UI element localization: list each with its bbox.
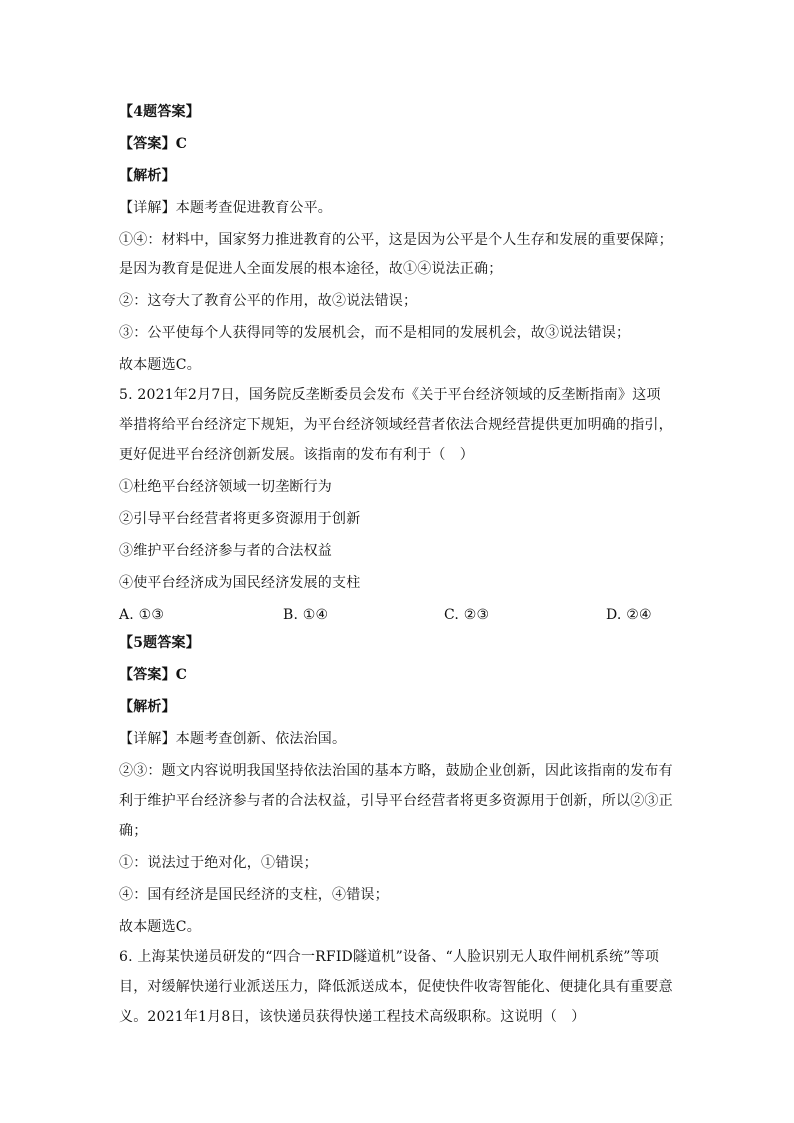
q5-statement: ①杜绝平台经济领域一切垄断行为 (119, 479, 332, 495)
q5-answer-header: 【5题答案】 (119, 635, 200, 651)
q5-option-b: B. ①④ (283, 607, 329, 623)
q5-statement: ③维护平台经济参与者的合法权益 (119, 543, 332, 559)
q5-explanation-line: ②③：题文内容说明我国坚持依法治国的基本方略，鼓励企业创新，因此该指南的发布有 (119, 763, 673, 779)
q6-stem-line: 义。2021年1月8日，该快递员获得快递工程技术高级职称。这说明（ ） (119, 1009, 586, 1025)
q5-option-d: D. ②④ (606, 607, 652, 623)
q5-statement: ②引导平台经营者将更多资源用于创新 (119, 511, 361, 527)
q5-statement: ④使平台经济成为国民经济发展的支柱 (119, 575, 361, 591)
q6-stem-line: 6. 上海某快递员研发的“四合一RFID隧道机”设备、“人脸识别无人取件闸机系统”等项 (119, 949, 660, 965)
q5-stem-line: 举措将给平台经济定下规矩，为平台经济领域经营者依法合规经营提供更加明确的指引， (119, 417, 673, 433)
q5-option-c: C. ②③ (444, 607, 490, 623)
q5-detail: 【详解】本题考查创新、依法治国。 (119, 731, 347, 747)
q5-explanation-line: ①：说法过于绝对化，①错误； (119, 855, 318, 871)
q4-analysis-label: 【解析】 (119, 168, 176, 184)
q6-stem-line: 目，对缓解快递行业派送压力，降低派送成本，促使快件收寄智能化、便捷化具有重要意 (119, 979, 673, 995)
q4-explanation-line: ③：公平使每个人获得同等的发展机会，而不是相同的发展机会，故③说法错误； (119, 325, 631, 341)
q5-explanation-line: ④：国有经济是国民经济的支柱，④错误； (119, 887, 389, 903)
q4-answer-header: 【4题答案】 (119, 104, 200, 120)
q4-explanation-line: ①④：材料中，国家努力推进教育的公平，这是因为公平是个人生存和发展的重要保障； (119, 232, 673, 248)
q5-conclusion: 故本题选C。 (119, 919, 201, 935)
q4-answer: 【答案】C (119, 136, 188, 152)
q4-detail: 【详解】本题考查促进教育公平。 (119, 200, 332, 216)
q4-conclusion: 故本题选C。 (119, 357, 201, 373)
q5-explanation-line: 确； (119, 823, 148, 839)
q4-explanation-line: ②：这夸大了教育公平的作用，故②说法错误； (119, 293, 418, 309)
q5-stem-line: 5. 2021年2月7日，国务院反垄断委员会发布《关于平台经济领域的反垄断指南》这项 (119, 387, 661, 403)
q5-answer: 【答案】C (119, 667, 188, 683)
q5-analysis-label: 【解析】 (119, 699, 176, 715)
q5-stem-line: 更好促进平台经济创新发展。该指南的发布有利于（ ） (119, 447, 474, 463)
q5-explanation-line: 利于维护平台经济参与者的合法权益，引导平台经营者将更多资源用于创新，所以②③正 (119, 793, 673, 809)
q5-option-a: A. ①③ (119, 607, 165, 623)
q4-explanation-line: 是因为教育是促进人全面发展的根本途径，故①④说法正确； (119, 261, 503, 277)
